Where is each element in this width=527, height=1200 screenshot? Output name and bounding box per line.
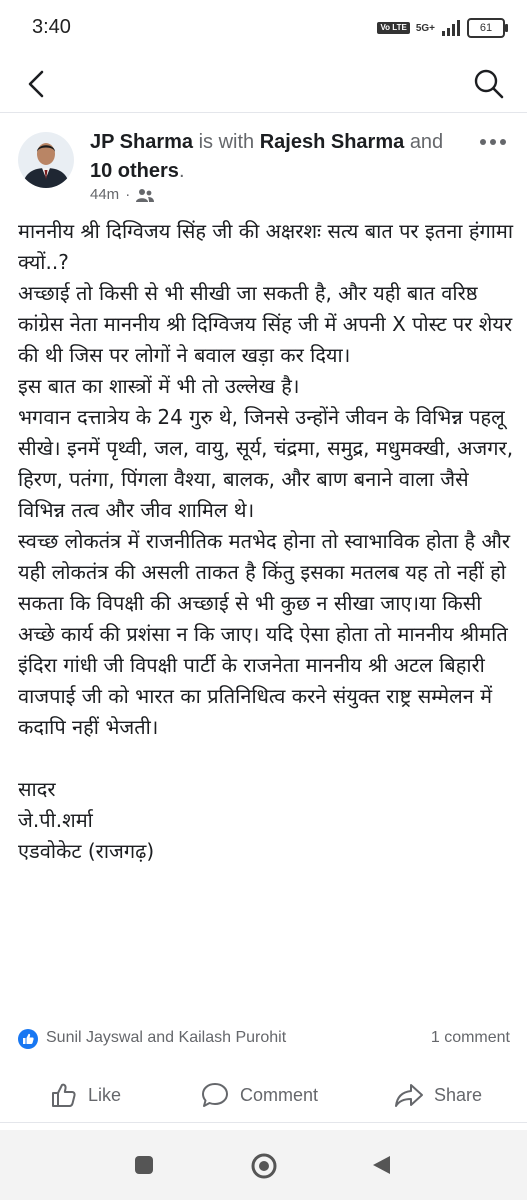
- system-back-button[interactable]: [370, 1154, 392, 1180]
- like-reaction-icon: [18, 1029, 38, 1049]
- avatar-photo: [18, 132, 74, 188]
- signoff-line: सादर: [18, 777, 56, 801]
- author-name[interactable]: JP Sharma: [90, 131, 194, 153]
- recents-button[interactable]: [133, 1154, 155, 1180]
- reaction-names[interactable]: Sunil Jayswal and Kailash Purohit: [46, 1029, 287, 1046]
- comment-label: Comment: [240, 1084, 319, 1105]
- comment-count[interactable]: 1 comment: [430, 1029, 510, 1046]
- top-nav: [0, 58, 527, 113]
- battery-icon: 61: [467, 18, 505, 38]
- reactions-summary: [18, 1025, 510, 1053]
- post-paragraph: स्वच्छ लोकतंत्र में राजनीतिक मतभेद होना तो स्वाभाविक होता है और यही लोकतंत्र की असली ताकत है किंतु इसका मतलब यह तो नहीं हो सकता कि विपक्षी की अच्छाई से भी कुछ न सीखा जाए।या किसी अच्छे कार्य की प्रशंसा न कि जाए। यदि ऐसा होता तो माननीय श्रीमति इंदिरा गांधी जी विपक्षी पार्टी के राजनेता माननीय श्री अटल बिहारी वाजपाई जी को भारत का प्रतिनिधित्व करने संयुक्त राष्ट्र सम्मेलन में कदापि नहीं भेजती।: [18, 529, 511, 739]
- search-icon: [471, 66, 507, 102]
- back-arrow-icon: [20, 66, 56, 102]
- back-button[interactable]: [20, 66, 56, 102]
- share-button[interactable]: [394, 1080, 482, 1110]
- share-icon: [394, 1081, 424, 1109]
- post-header: [0, 124, 527, 204]
- and-text: and: [409, 131, 444, 153]
- more-options-button[interactable]: [475, 130, 511, 154]
- signoff-line: एडवोकेट (राजगढ़): [18, 839, 155, 863]
- avatar[interactable]: [18, 132, 74, 188]
- meta-dot: ·: [125, 186, 131, 203]
- status-time: 3:40: [32, 16, 71, 38]
- system-nav-bar: [0, 1130, 527, 1200]
- home-button[interactable]: [250, 1152, 278, 1184]
- volte-badge: Vo LTE: [377, 22, 409, 34]
- friends-icon: [136, 188, 154, 202]
- recents-icon: [133, 1154, 155, 1176]
- triangle-back-icon: [370, 1154, 392, 1176]
- more-icon: [475, 130, 511, 154]
- search-button[interactable]: [471, 66, 507, 102]
- network-type: 5G+: [415, 22, 435, 34]
- home-icon: [250, 1152, 278, 1180]
- signoff-line: जे.पी.शर्मा: [18, 808, 93, 832]
- post-paragraph: अच्छाई तो किसी से भी सीखी जा सकती है, और यही बात वरिष्ठ कांग्रेस नेता माननीय श्री दिग्विजय सिंह जी में अपनी X पोस्ट पर शेयर की थी जिस पर लोगों ने बवाल खड़ा कर दिया।: [18, 281, 513, 367]
- post-paragraph: माननीय श्री दिग्विजय सिंह जी की अक्षरशः सत्य बात पर इतना हंगामा क्यों..?: [18, 219, 514, 274]
- like-button[interactable]: [50, 1080, 121, 1110]
- paragraph-gap: [18, 743, 518, 774]
- others-link[interactable]: 10 others: [90, 160, 179, 182]
- post-paragraph: इस बात का शास्त्रों में भी तो उल्लेख है।: [18, 374, 300, 398]
- action-bar: [0, 1068, 527, 1123]
- post-meta: [90, 186, 154, 203]
- comment-icon: [200, 1081, 230, 1109]
- post-body: [18, 216, 518, 867]
- post-paragraph: भगवान दत्तात्रेय के 24 गुरु थे, जिनसे उन्होंने जीवन के विभिन्न पहलू सीखे। इनमें पृथ्वी, जल, वायु, सूर्य, चंद्रमा, समुद्र, मधुमक्खी, अजगर, हिरण, पतंगा, पिंगला वैश्या, बालक, और बाण बनाने वाला जैसे विभिन्न तत्व और जीव शामिल थे।: [18, 405, 514, 522]
- post-time[interactable]: 44m: [90, 186, 120, 203]
- like-icon: [50, 1081, 78, 1109]
- period: .: [178, 160, 185, 182]
- status-bar: [0, 0, 527, 58]
- author-line: [90, 128, 470, 186]
- share-label: Share: [434, 1084, 483, 1105]
- signal-icon: [441, 20, 461, 36]
- status-icons: [377, 18, 505, 38]
- like-label: Like: [88, 1084, 122, 1105]
- comment-button[interactable]: [200, 1080, 318, 1110]
- with-text: is with: [198, 131, 255, 153]
- tagged-name[interactable]: Rajesh Sharma: [259, 131, 405, 153]
